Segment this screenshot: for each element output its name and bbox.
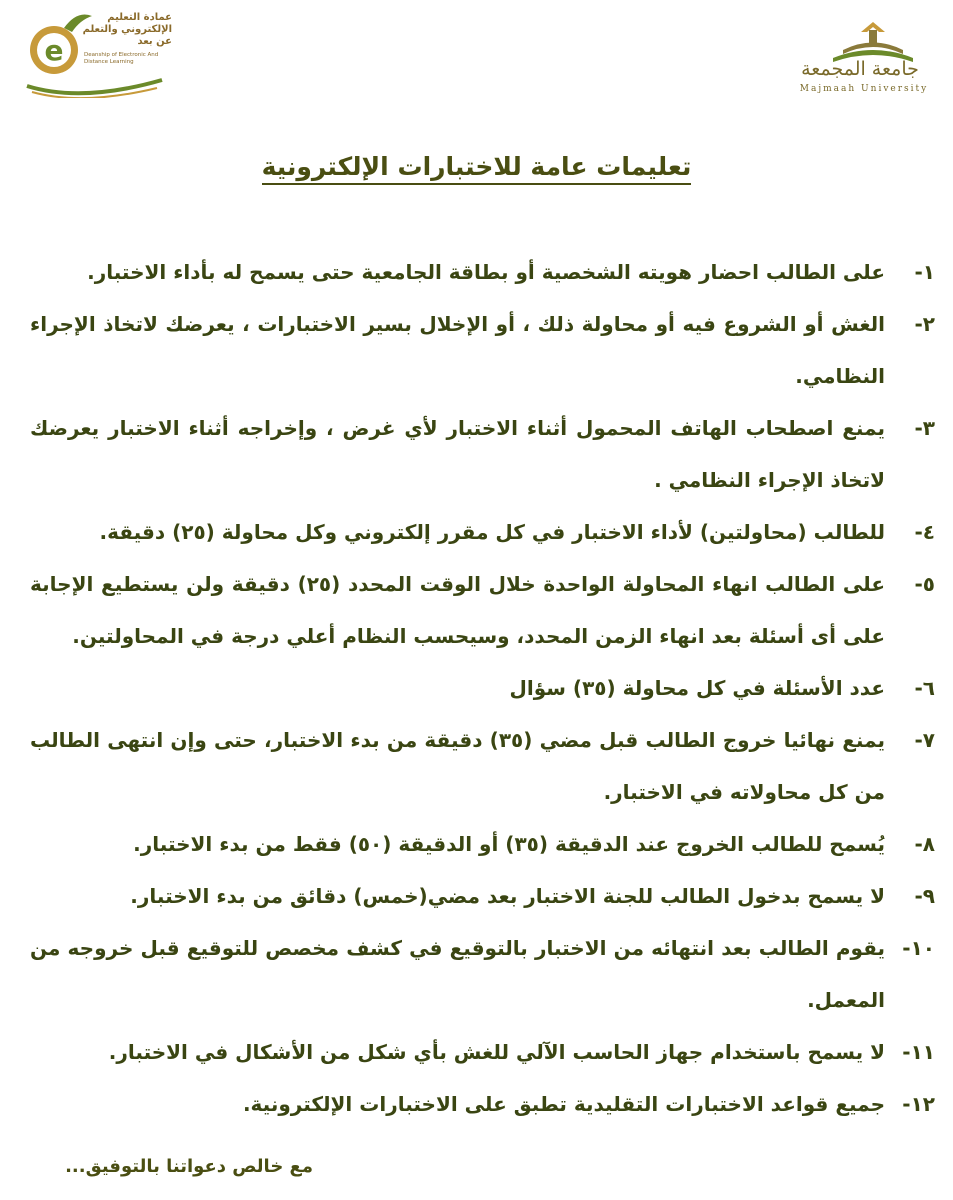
item-text: على الطالب احضار هويته الشخصية أو بطاقة الجامعية حتى يسمح له بأداء الاختبار. (87, 260, 885, 284)
item-text: على الطالب انهاء المحاولة الواحدة خلال الوقت المحدد (٢٥) دقيقة ولن يستطيع الإجابة على أى أسئلة بعد انهاء الزمن المحدد، وسيحسب النظام أعلي درجة في المحاولتين. (30, 572, 885, 648)
list-item (30, 1078, 935, 1130)
item-text: يُسمح للطالب الخروج عند الدقيقة (٣٥) أو الدقيقة (٥٠) فقط من بدء الاختبار. (133, 832, 885, 856)
item-text: يقوم الطالب بعد انتهائه من الاختبار بالتوقيع في كشف مخصص للتوقيع قبل خروجه من المعمل. (30, 936, 885, 1012)
item-number: ١١- (902, 1040, 935, 1064)
item-number: ٧- (914, 728, 935, 752)
page-header (0, 0, 953, 110)
item-text: للطالب (محاولتين) لأداء الاختبار في كل مقرر إلكتروني وكل محاولة (٢٥) دقيقة. (99, 520, 885, 544)
list-item (30, 922, 935, 1026)
item-number: ٨- (914, 832, 935, 856)
list-item (30, 506, 935, 558)
item-text: عدد الأسئلة في كل محاولة (٣٥) سؤال (509, 676, 885, 700)
item-number: ٤- (914, 520, 935, 544)
list-item (30, 1026, 935, 1078)
item-text: لا يسمح بدخول الطالب للجنة الاختبار بعد مضي(خمس) دقائق من بدء الاختبار. (130, 884, 885, 908)
item-number: ٢- (914, 312, 935, 336)
svg-text:e: e (44, 34, 64, 67)
item-number: ٦- (914, 676, 935, 700)
page-title (0, 152, 953, 181)
item-text: الغش أو الشروع فيه أو محاولة ذلك ، أو الإخلال بسير الاختبارات ، يعرضك لاتخاذ الإجراء النظامي. (30, 312, 885, 388)
item-number: ٩- (914, 884, 935, 908)
instructions-list (30, 246, 935, 1130)
item-text: يمنع اصطحاب الهاتف المحمول أثناء الاختبار لأي غرض ، وإخراجه أثناء الاختبار يعرضك لاتخاذ الإجراء النظامي . (30, 416, 885, 492)
list-item (30, 662, 935, 714)
list-item (30, 246, 935, 298)
deanship-name-en: Deanship of Electronic And Distance Learning (84, 52, 159, 65)
university-name-en: Majmaah University (799, 84, 929, 94)
item-text: لا يسمح باستخدام جهاز الحاسب الآلي للغش بأي شكل من الأشكال في الاختبار. (108, 1040, 885, 1064)
item-number: ٥- (914, 572, 935, 596)
list-item (30, 402, 935, 506)
list-item (30, 818, 935, 870)
item-number: ١٢- (902, 1092, 935, 1116)
item-text: يمنع نهائيا خروج الطالب قبل مضي (٣٥) دقيقة من بدء الاختبار، حتى وإن انتهى الطالب من كل محاولاته في الاختبار. (30, 728, 885, 804)
item-number: ١- (914, 260, 935, 284)
list-item (30, 558, 935, 662)
list-item (30, 298, 935, 402)
page-title-text: تعليمات عامة للاختبارات الإلكترونية (262, 152, 692, 185)
item-number: ١٠- (902, 936, 935, 960)
university-name: جامعة المجمعة (801, 58, 919, 80)
list-item (30, 870, 935, 922)
item-text: جميع قواعد الاختبارات التقليدية تطبق على الاختبارات الإلكترونية. (242, 1092, 885, 1116)
item-number: ٣- (914, 416, 935, 440)
deanship-name: عمادة التعليم الإلكتروني والتعلم عن بعد (82, 12, 172, 47)
closing-note: مع خالص دعواتنا بالتوفيق... (65, 1156, 313, 1177)
list-item (30, 714, 935, 818)
